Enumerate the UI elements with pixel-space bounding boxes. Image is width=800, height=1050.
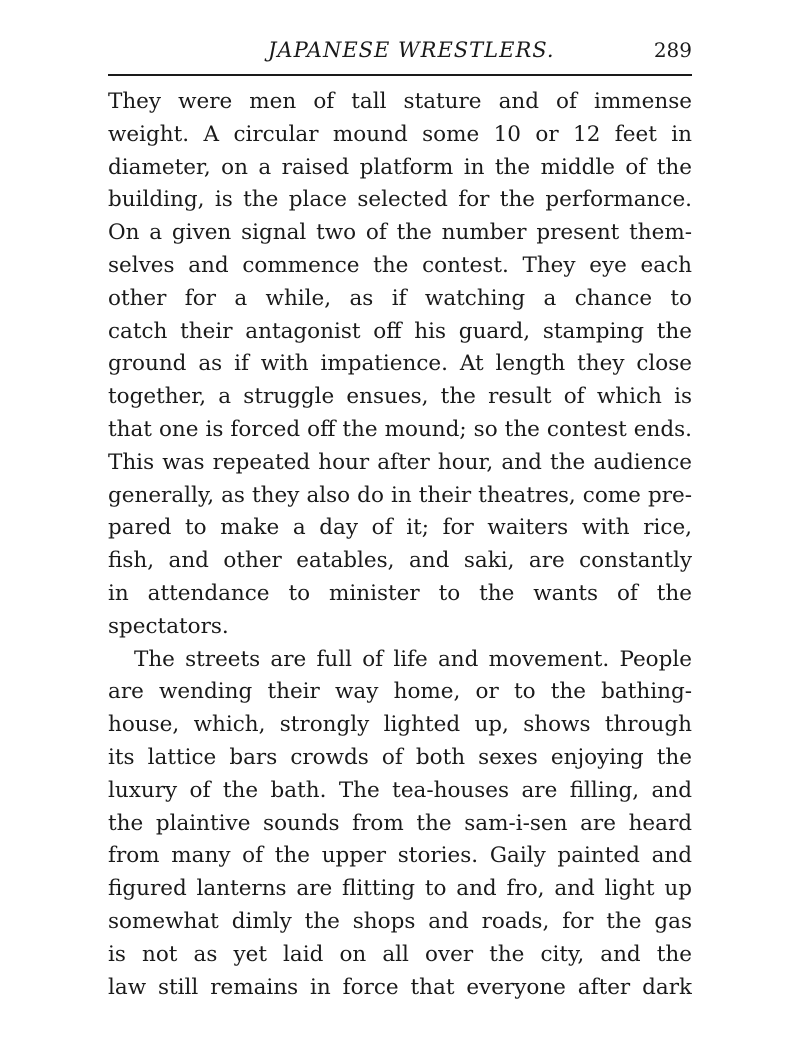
text-line: selves and commence the contest. They eye each [108,252,692,278]
text-line: catch their antagonist off his guard, stamping the [108,318,692,344]
text-line: On a given signal two of the number present them- [108,220,692,246]
text-line: from many of the upper stories. Gaily painted and [108,843,692,869]
paragraph-1 [108,86,692,644]
page-header [108,38,692,68]
text-line: that one is forced off the mound; so the contest ends. [108,416,692,442]
text-line: This was repeated hour after hour, and the audience [108,449,692,475]
text-line: spectators. [108,613,229,639]
page-number: 289 [653,38,692,62]
text-line: diameter, on a raised platform in the middle of the [108,154,692,180]
text-line: are wending their way home, or to the bathing- [108,679,692,705]
text-line: other for a while, as if watching a chance to [108,285,692,311]
text-line: is not as yet laid on all over the city, and the [108,941,692,967]
body-text [108,86,692,1004]
text-line: pared to make a day of it; for waiters with rice, [108,515,692,541]
text-line: ground as if with impatience. At length they close [108,351,692,377]
text-line: The streets are full of life and movement. People [134,646,692,672]
text-line: law still remains in force that everyone after dark [108,974,692,1000]
text-line: building, is the place selected for the performance. [108,187,692,213]
paragraph-2 [108,644,692,1005]
running-title: JAPANESE WRESTLERS. [268,38,555,62]
text-line: generally, as they also do in their theatres, come pre- [108,482,692,508]
header-rule [108,74,692,76]
text-line: the plaintive sounds from the sam-i-sen are heard [108,810,692,836]
text-line: They were men of tall stature and of immense [108,89,692,114]
text-line: house, which, strongly lighted up, shows through [108,712,692,738]
text-line: weight. A circular mound some 10 or 12 feet in [108,121,692,147]
text-line: together, a struggle ensues, the result of which is [108,384,692,410]
text-line: its lattice bars crowds of both sexes enjoying the [108,744,692,770]
text-line: luxury of the bath. The tea-houses are filling, and [108,777,692,803]
text-line: somewhat dimly the shops and roads, for the gas [108,908,692,934]
text-line: figured lanterns are flitting to and fro, and light up [108,876,692,902]
text-line: fish, and other eatables, and saki, are constantly [108,548,692,574]
text-line: in attendance to minister to the wants of the [108,580,692,606]
